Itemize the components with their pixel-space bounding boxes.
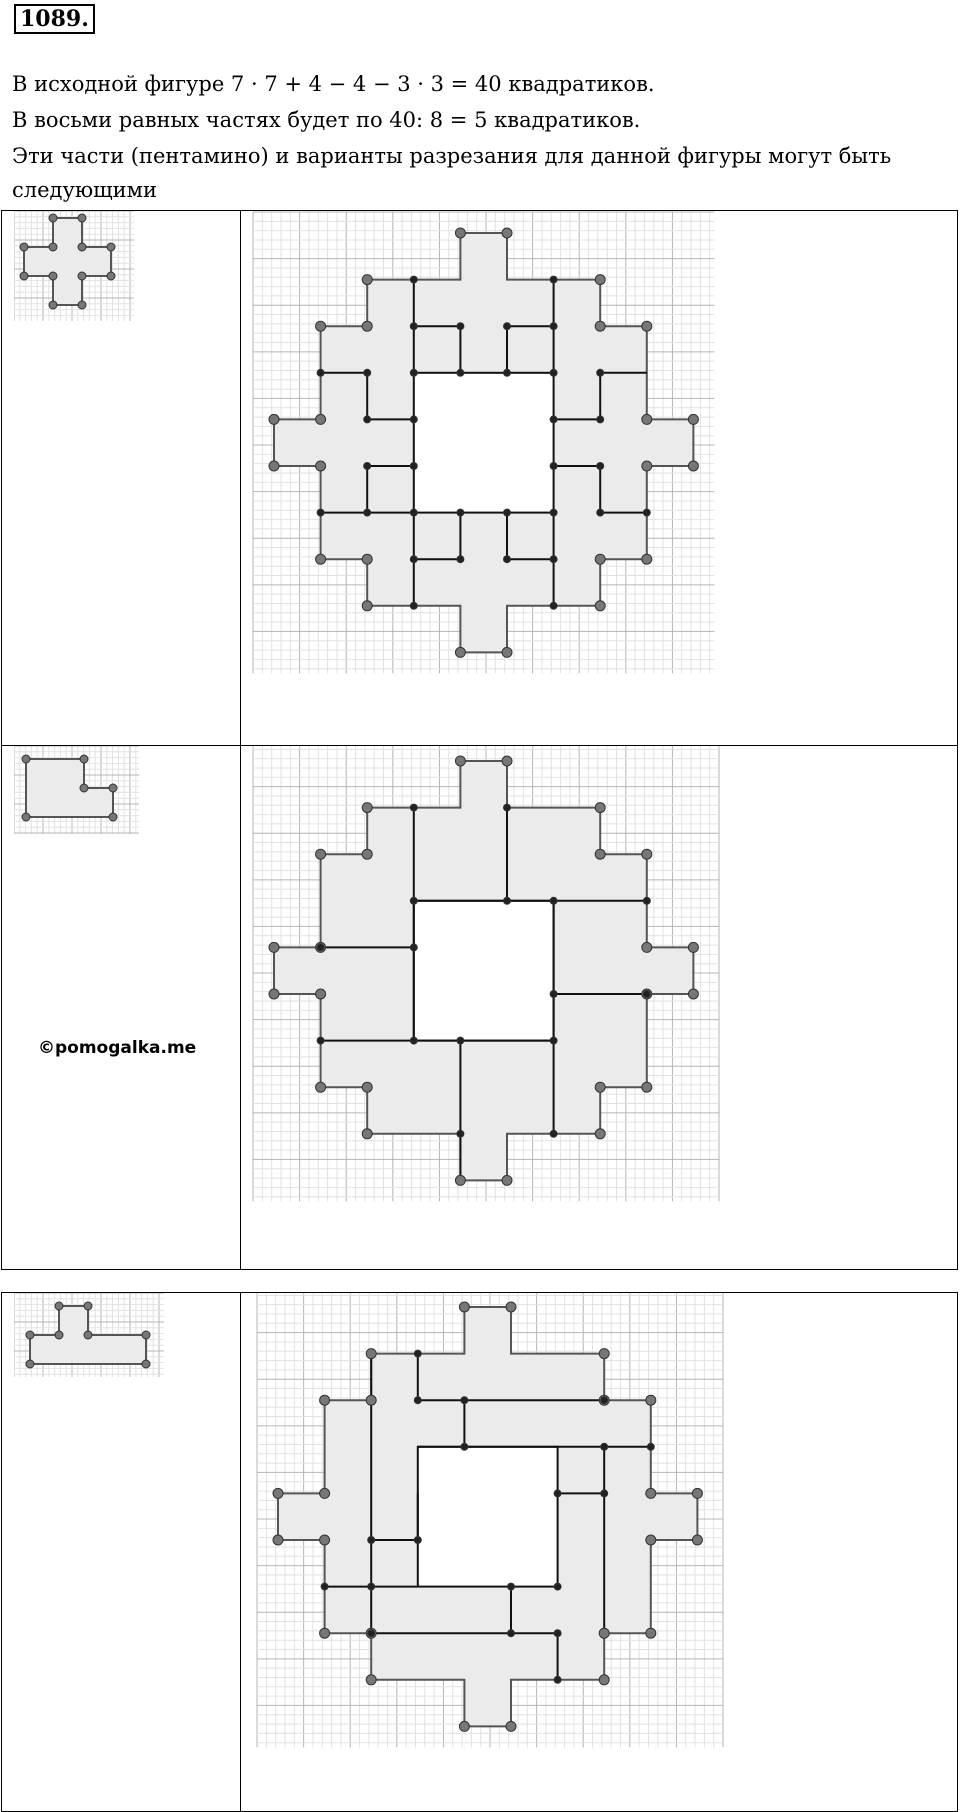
vertex-point	[414, 1537, 421, 1544]
vertex-point	[362, 803, 372, 813]
vertex-point	[142, 1331, 150, 1339]
vertex-point	[315, 321, 325, 331]
vertex-point	[507, 1630, 514, 1637]
pentomino-x-icon	[14, 211, 148, 333]
vertex-point	[269, 461, 279, 471]
vertex-point	[410, 369, 417, 376]
text-line-4: следующими	[12, 178, 157, 202]
vertex-point	[457, 323, 464, 330]
vertex-point	[688, 461, 698, 471]
vertex-point	[410, 602, 417, 609]
vertex-point	[414, 1350, 421, 1357]
vertex-point	[20, 272, 28, 280]
vertex-point	[363, 416, 370, 423]
vertex-point	[642, 414, 652, 424]
vertex-point	[455, 1175, 465, 1185]
vertex-point	[595, 321, 605, 331]
vertex-point	[55, 1331, 63, 1339]
variant-row-2	[2, 746, 958, 1270]
cutting-diagram-3	[243, 1293, 798, 1812]
vertex-point	[459, 1721, 469, 1731]
vertex-point	[595, 1082, 605, 1092]
watermark: ©pomogalka.me	[38, 1038, 197, 1058]
vertex-point	[269, 942, 279, 952]
vertex-point	[273, 1488, 283, 1498]
vertex-point	[367, 1630, 374, 1637]
vertex-point	[643, 991, 650, 998]
vertex-point	[550, 369, 557, 376]
vertex-point	[366, 1395, 376, 1405]
vertex-point	[410, 1037, 417, 1044]
pentomino-shape	[26, 759, 113, 817]
vertex-point	[80, 784, 88, 792]
vertex-point	[317, 944, 324, 951]
vertex-point	[321, 1583, 328, 1590]
vertex-point	[600, 1397, 607, 1404]
vertex-point	[506, 1302, 516, 1312]
solution-table-bottom	[1, 1292, 958, 1812]
vertex-point	[646, 1395, 656, 1405]
vertex-point	[459, 1302, 469, 1312]
inner-hole	[414, 373, 554, 513]
vertex-point	[410, 897, 417, 904]
vertex-point	[599, 1628, 609, 1638]
cutting-diagram-2	[243, 746, 798, 1270]
vertex-point	[503, 804, 510, 811]
vertex-point	[362, 1082, 372, 1092]
vertex-point	[599, 1349, 609, 1359]
vertex-point	[362, 1129, 372, 1139]
vertex-point	[84, 1302, 92, 1310]
vertex-point	[319, 1535, 329, 1545]
vertex-point	[503, 509, 510, 516]
vertex-point	[455, 756, 465, 766]
vertex-point	[457, 1037, 464, 1044]
vertex-point	[646, 1628, 656, 1638]
vertex-point	[269, 414, 279, 424]
cutting-diagram-1	[243, 211, 788, 746]
vertex-point	[502, 647, 512, 657]
vertex-point	[366, 1349, 376, 1359]
vertex-point	[410, 276, 417, 283]
vertex-point	[410, 509, 417, 516]
vertex-point	[410, 804, 417, 811]
vertex-point	[596, 416, 603, 423]
vertex-point	[315, 554, 325, 564]
vertex-point	[550, 463, 557, 470]
vertex-point	[461, 1443, 468, 1450]
vertex-point	[461, 1397, 468, 1404]
vertex-point	[367, 1537, 374, 1544]
vertex-point	[507, 1583, 514, 1590]
vertex-point	[646, 1488, 656, 1498]
vertex-point	[455, 647, 465, 657]
vertex-point	[49, 243, 57, 251]
vertex-point	[363, 509, 370, 516]
vertex-point	[319, 1488, 329, 1498]
pentomino-p-icon	[14, 746, 154, 846]
vertex-point	[647, 1443, 654, 1450]
vertex-point	[55, 1302, 63, 1310]
vertex-point	[410, 463, 417, 470]
vertex-point	[49, 301, 57, 309]
text-line-3: Эти части (пентамино) и варианты разрезания для данной фигуры могут быть	[12, 144, 892, 168]
vertex-point	[554, 1583, 561, 1590]
cutting-cell-1	[240, 211, 957, 746]
pentomino-cell-3	[2, 1293, 241, 1812]
cutting-cell-3	[240, 1293, 957, 1812]
vertex-point	[317, 369, 324, 376]
vertex-point	[366, 1675, 376, 1685]
variant-row-1	[2, 211, 958, 746]
vertex-point	[107, 243, 115, 251]
vertex-point	[550, 991, 557, 998]
vertex-point	[599, 1675, 609, 1685]
vertex-point	[317, 1037, 324, 1044]
vertex-point	[49, 272, 57, 280]
vertex-point	[315, 414, 325, 424]
vertex-point	[502, 756, 512, 766]
vertex-point	[84, 1331, 92, 1339]
vertex-point	[550, 509, 557, 516]
vertex-point	[362, 849, 372, 859]
vertex-point	[596, 509, 603, 516]
vertex-point	[22, 813, 30, 821]
vertex-point	[595, 803, 605, 813]
vertex-point	[78, 214, 86, 222]
vertex-point	[315, 989, 325, 999]
vertex-point	[78, 272, 86, 280]
vertex-point	[315, 849, 325, 859]
vertex-point	[550, 276, 557, 283]
vertex-point	[502, 228, 512, 238]
vertex-point	[315, 461, 325, 471]
vertex-point	[503, 897, 510, 904]
vertex-point	[646, 1535, 656, 1545]
vertex-point	[317, 509, 324, 516]
vertex-point	[273, 1535, 283, 1545]
solution-table-top	[1, 210, 958, 1270]
vertex-point	[319, 1628, 329, 1638]
vertex-point	[315, 1082, 325, 1092]
vertex-point	[362, 321, 372, 331]
vertex-point	[692, 1488, 702, 1498]
vertex-point	[550, 556, 557, 563]
vertex-point	[503, 323, 510, 330]
vertex-point	[269, 989, 279, 999]
vertex-point	[49, 214, 57, 222]
vertex-point	[550, 416, 557, 423]
cutting-cell-2	[240, 746, 957, 1270]
vertex-point	[595, 849, 605, 859]
vertex-point	[142, 1360, 150, 1368]
vertex-point	[554, 1630, 561, 1637]
vertex-point	[26, 1360, 34, 1368]
vertex-point	[550, 602, 557, 609]
inner-hole	[414, 901, 554, 1041]
vertex-point	[457, 509, 464, 516]
vertex-point	[642, 461, 652, 471]
vertex-point	[78, 301, 86, 309]
pentomino-cell-1	[2, 211, 241, 746]
vertex-point	[550, 1037, 557, 1044]
vertex-point	[319, 1395, 329, 1405]
vertex-point	[554, 1490, 561, 1497]
vertex-point	[78, 243, 86, 251]
vertex-point	[410, 323, 417, 330]
vertex-point	[642, 849, 652, 859]
vertex-point	[457, 369, 464, 376]
vertex-point	[550, 1130, 557, 1137]
vertex-point	[554, 1676, 561, 1683]
vertex-point	[410, 944, 417, 951]
vertex-point	[643, 509, 650, 516]
vertex-point	[22, 755, 30, 763]
inner-hole	[418, 1447, 558, 1587]
vertex-point	[688, 942, 698, 952]
vertex-point	[550, 323, 557, 330]
vertex-point	[503, 556, 510, 563]
vertex-point	[107, 272, 115, 280]
vertex-point	[688, 414, 698, 424]
vertex-point	[26, 1331, 34, 1339]
vertex-point	[457, 556, 464, 563]
vertex-point	[596, 463, 603, 470]
vertex-point	[20, 243, 28, 251]
vertex-point	[410, 416, 417, 423]
vertex-point	[595, 275, 605, 285]
vertex-point	[550, 897, 557, 904]
vertex-point	[692, 1535, 702, 1545]
vertex-point	[362, 275, 372, 285]
vertex-point	[109, 813, 117, 821]
vertex-point	[457, 1130, 464, 1137]
vertex-point	[642, 554, 652, 564]
vertex-point	[642, 942, 652, 952]
text-line-1: В исходной фигуре 7 · 7 + 4 − 4 − 3 · 3 = 40 квадратиков.	[12, 72, 655, 96]
vertex-point	[362, 601, 372, 611]
vertex-point	[109, 784, 117, 792]
vertex-point	[363, 369, 370, 376]
vertex-point	[600, 1443, 607, 1450]
vertex-point	[455, 228, 465, 238]
vertex-point	[642, 321, 652, 331]
vertex-point	[80, 755, 88, 763]
vertex-point	[595, 554, 605, 564]
vertex-point	[642, 1082, 652, 1092]
vertex-point	[595, 601, 605, 611]
vertex-point	[643, 897, 650, 904]
vertex-point	[595, 1129, 605, 1139]
vertex-point	[502, 1175, 512, 1185]
variant-row-3	[2, 1293, 958, 1812]
vertex-point	[596, 369, 603, 376]
problem-number: 1089.	[14, 4, 95, 34]
vertex-point	[503, 369, 510, 376]
pentomino-y-icon	[14, 1293, 189, 1393]
vertex-point	[363, 463, 370, 470]
vertex-point	[506, 1721, 516, 1731]
vertex-point	[688, 989, 698, 999]
vertex-point	[367, 1583, 374, 1590]
vertex-point	[362, 554, 372, 564]
text-line-2: В восьми равных частях будет по 40: 8 = 5 квадратиков.	[12, 108, 641, 132]
vertex-point	[410, 556, 417, 563]
pentomino-cell-2	[2, 746, 241, 1270]
vertex-point	[414, 1397, 421, 1404]
vertex-point	[600, 1490, 607, 1497]
